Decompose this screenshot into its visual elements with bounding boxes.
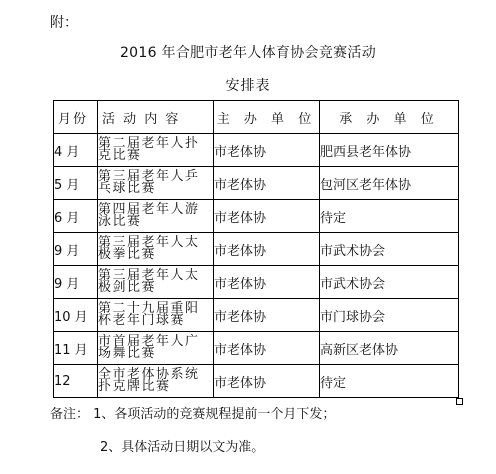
activity-cell: 市首届老年人广场舞比赛 bbox=[98, 332, 214, 365]
month-cell: 11 月 bbox=[54, 332, 98, 365]
organizer-cell: 市老体协 bbox=[214, 266, 320, 299]
note-line-2: 2、具体活动日期以文为准。 bbox=[100, 440, 265, 455]
month-cell: 6 月 bbox=[54, 200, 98, 233]
activity-cell: 第三届老年人太极剑比赛 bbox=[98, 266, 214, 299]
activity-cell: 第二届老年人扑克比赛 bbox=[98, 134, 214, 167]
host-cell: 待定 bbox=[320, 200, 459, 233]
month-cell: 4 月 bbox=[54, 134, 98, 167]
host-cell: 包河区老年体协 bbox=[320, 167, 459, 200]
host-cell: 高新区老体协 bbox=[320, 332, 459, 365]
note-line-1: 备注： 1、各项活动的竞赛规程提前一个月下发； bbox=[50, 407, 336, 422]
organizer-cell: 市老体协 bbox=[214, 332, 320, 365]
month-cell: 9 月 bbox=[54, 266, 98, 299]
column-header-activity: 活 动 内 容 bbox=[98, 101, 214, 134]
table-row bbox=[54, 167, 459, 200]
organizer-cell: 市老体协 bbox=[214, 200, 320, 233]
organizer-cell: 市老体协 bbox=[214, 167, 320, 200]
organizer-cell: 市老体协 bbox=[214, 299, 320, 332]
table-header-row bbox=[54, 101, 459, 134]
table-row bbox=[54, 134, 459, 167]
organizer-cell: 市老体协 bbox=[214, 134, 320, 167]
month-cell: 5 月 bbox=[54, 167, 98, 200]
attachment-label: 附： bbox=[50, 15, 78, 31]
month-cell: 10 月 bbox=[54, 299, 98, 332]
schedule-table bbox=[53, 100, 459, 398]
host-cell: 待定 bbox=[320, 365, 459, 398]
table-row bbox=[54, 200, 459, 233]
table-row bbox=[54, 365, 459, 398]
host-cell: 市武术协会 bbox=[320, 233, 459, 266]
document-subtitle: 安排表 bbox=[225, 78, 271, 94]
host-cell: 肥西县老年体协 bbox=[320, 134, 459, 167]
activity-cell: 第三届老年人太极拳比赛 bbox=[98, 233, 214, 266]
activity-cell: 第二十九届重阳杯老年门球赛 bbox=[98, 299, 214, 332]
table-row bbox=[54, 266, 459, 299]
table-resize-handle[interactable] bbox=[456, 398, 463, 405]
document-title: 2016 年合肥市老年人体育协会竞赛活动 bbox=[119, 45, 377, 61]
column-header-month: 月份 bbox=[54, 101, 98, 134]
host-cell: 市武术协会 bbox=[320, 266, 459, 299]
month-cell: 12 bbox=[54, 365, 98, 398]
column-header-host: 承 办 单 位 bbox=[320, 101, 459, 134]
host-cell: 市门球协会 bbox=[320, 299, 459, 332]
column-header-organizer: 主 办 单 位 bbox=[214, 101, 320, 134]
organizer-cell: 市老体协 bbox=[214, 365, 320, 398]
table-row bbox=[54, 299, 459, 332]
activity-cell: 第四届老年人游泳比赛 bbox=[98, 200, 214, 233]
table-row bbox=[54, 332, 459, 365]
table-row bbox=[54, 233, 459, 266]
organizer-cell: 市老体协 bbox=[214, 233, 320, 266]
activity-cell: 第三届老年人乒乓球比赛 bbox=[98, 167, 214, 200]
month-cell: 9 月 bbox=[54, 233, 98, 266]
activity-cell: 全市老体协系统扑克牌比赛 bbox=[98, 365, 214, 398]
